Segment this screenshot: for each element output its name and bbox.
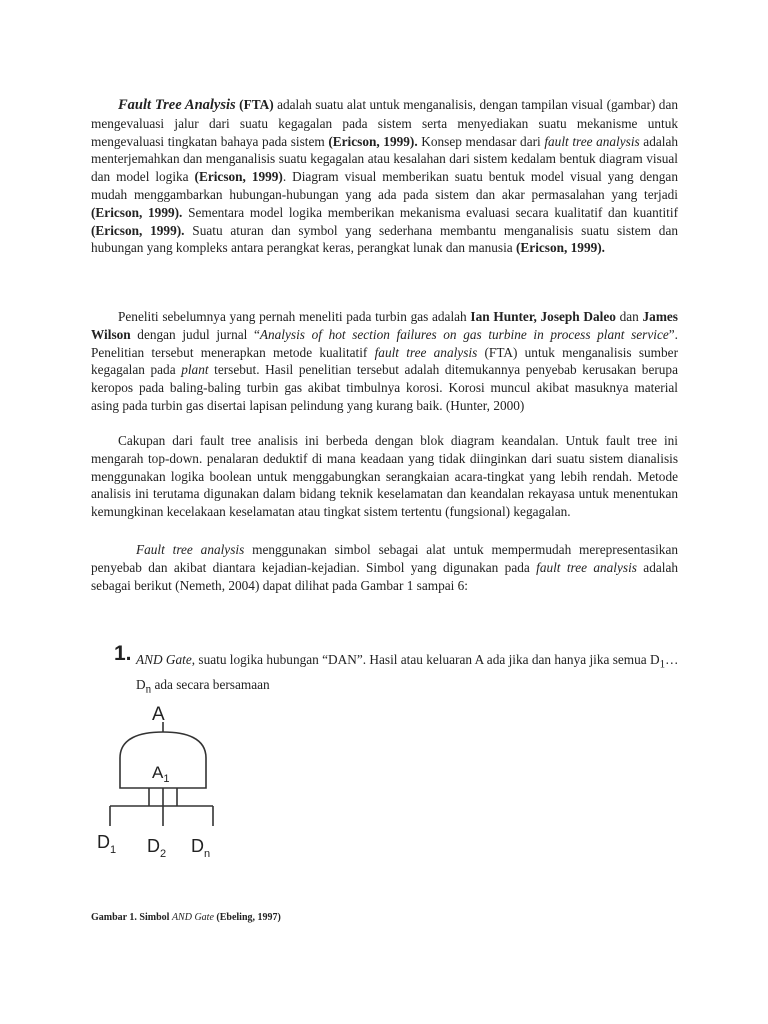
author-names: James Wilson <box>91 309 678 342</box>
term-italic: fault tree analysis <box>544 133 640 149</box>
list-item-and-gate <box>136 650 681 699</box>
paragraph-fta-definition <box>91 96 678 257</box>
citation: (Ericson, 1999) <box>194 169 283 185</box>
text-run: adalah sebagai berikut (Nemeth, 2004) dapat dilihat pada Gambar 1 sampai 6: <box>91 559 678 593</box>
text-run: adalah suatu alat untuk menganalisis, dengan tampilan visual (gambar) dan mengevaluasi jalur dari suatu kegagalan pada sistem serta menyediakan suatu mekanisme untuk mengevaluasi tingkatan bahaya pada sistem <box>91 97 678 149</box>
term-italic: plant <box>181 362 209 378</box>
caption-prefix: Gambar 1. Simbol <box>91 912 172 923</box>
subscript: 1 <box>659 658 666 671</box>
figure-caption <box>91 912 281 923</box>
term-italic: Fault tree analysis <box>136 542 245 557</box>
text-run: menggunakan simbol sebagai alat untuk mempermudah merepresentasikan penyebab dan akibat diantara kejadian-kejadian. Simbol yang digunakan pada <box>91 542 678 575</box>
output-label: A <box>152 704 165 725</box>
text-run: , suatu logika hubungan “DAN”. Hasil atau keluaran A ada jika dan hanya jika semua D <box>191 652 660 667</box>
paragraph-scope: Cakupan dari fault tree analisis ini berbeda dengan blok diagram keandalan. Untuk fault tree ini mengarah top-down. penalaran deduktif di mana keadaan yang tidak diinginkan dari suatu sistem dianalisis menggunakan logika boolean untuk menggabungkan serangkaian acara-tingkat yang lebih rendah. Metode analisis ini terutama digunakan dalam bidang teknik keselamatan dan keandalan rekayasa untuk menentukan kemungkinan kecelakaan keselamatan atau tingkat sistem tertentu (fungsional) kegagalan. <box>91 433 678 520</box>
subscript: n <box>145 683 152 696</box>
citation: (Ericson, 1999). <box>516 240 606 256</box>
text-run: Konsep mendasar dari <box>417 133 545 149</box>
text-run: …D <box>136 652 679 692</box>
text-run: Sementara model logika memberikan mekanisma evaluasi secara kualitatif dan kuantitif <box>182 204 678 220</box>
text-run: . Diagram visual memberikan suatu bentuk model visual yang dengan mudah menggambarkan hubungan-hubungan yang ada pada sistem dan akar permasalahan yang terjadi <box>91 169 678 202</box>
caption-term: AND Gate <box>171 912 214 923</box>
and-gate-diagram <box>88 700 238 865</box>
input-label-d2: $D_2$ <box>147 836 167 860</box>
paragraph-previous-research <box>91 308 678 415</box>
text-run: tersebut. Hasil penelitian tersebut adalah ditemukannya penyebab kerusakan berupa keropos pada baling-baling turbin gas akibat timbulnya korosi. Korosi muncul akibat masuknya material asing pada turbin gas disertai lapisan pelindung yang kurang baik. (Hunter, 2000) <box>91 362 678 413</box>
text-run: Peneliti sebelumnya yang pernah meneliti pada turbin gas adalah <box>118 309 471 324</box>
input-label-dn: $D_n$ <box>191 836 211 860</box>
term-italic: fault tree analysis <box>374 344 478 360</box>
term-abbreviation: (FTA) <box>239 97 274 112</box>
text-run: ”. Penelitian tersebut menerapkan metode kualitatif <box>91 326 678 360</box>
text-run: adalah menterjemahkan dan menganalisis suatu kegagalan atau kesalahan dari sistem kedalam bentuk diagram visual dan model logika <box>91 133 678 185</box>
text-run: ada secara bersamaan <box>151 676 270 692</box>
citation: (Ericson, 1999). <box>91 204 183 220</box>
term-italic: AND Gate <box>136 652 192 667</box>
list-number: 1. <box>114 642 132 665</box>
paragraph-symbols-intro <box>91 541 678 594</box>
author-names: Ian Hunter, Joseph Daleo <box>470 309 616 324</box>
input-label-d1: $D_1$ <box>97 832 117 856</box>
caption-suffix: (Ebeling, 1997) <box>213 912 281 923</box>
term-italic: fault tree analysis <box>536 559 637 575</box>
text-run: Suatu aturan dan symbol yang sederhana membantu menganalisis suatu sistem dan hubungan yang kompleks antara perangkat keras, perangkat lunak dan manusia <box>91 222 678 256</box>
journal-title: Analysis of hot section failures on gas turbine in process plant service <box>259 326 669 342</box>
text-run: (FTA) untuk menganalisis sumber kegagalan pada <box>91 344 678 378</box>
term-fault-tree-analysis: Fault Tree Analysis <box>118 97 236 113</box>
text-run: dengan judul jurnal “ <box>130 326 260 342</box>
citation: (Ericson, 1999). <box>91 222 185 238</box>
gate-label: $A_1$ <box>152 763 170 785</box>
citation: (Ericson, 1999). <box>328 133 418 149</box>
text-run: dan <box>615 309 643 324</box>
